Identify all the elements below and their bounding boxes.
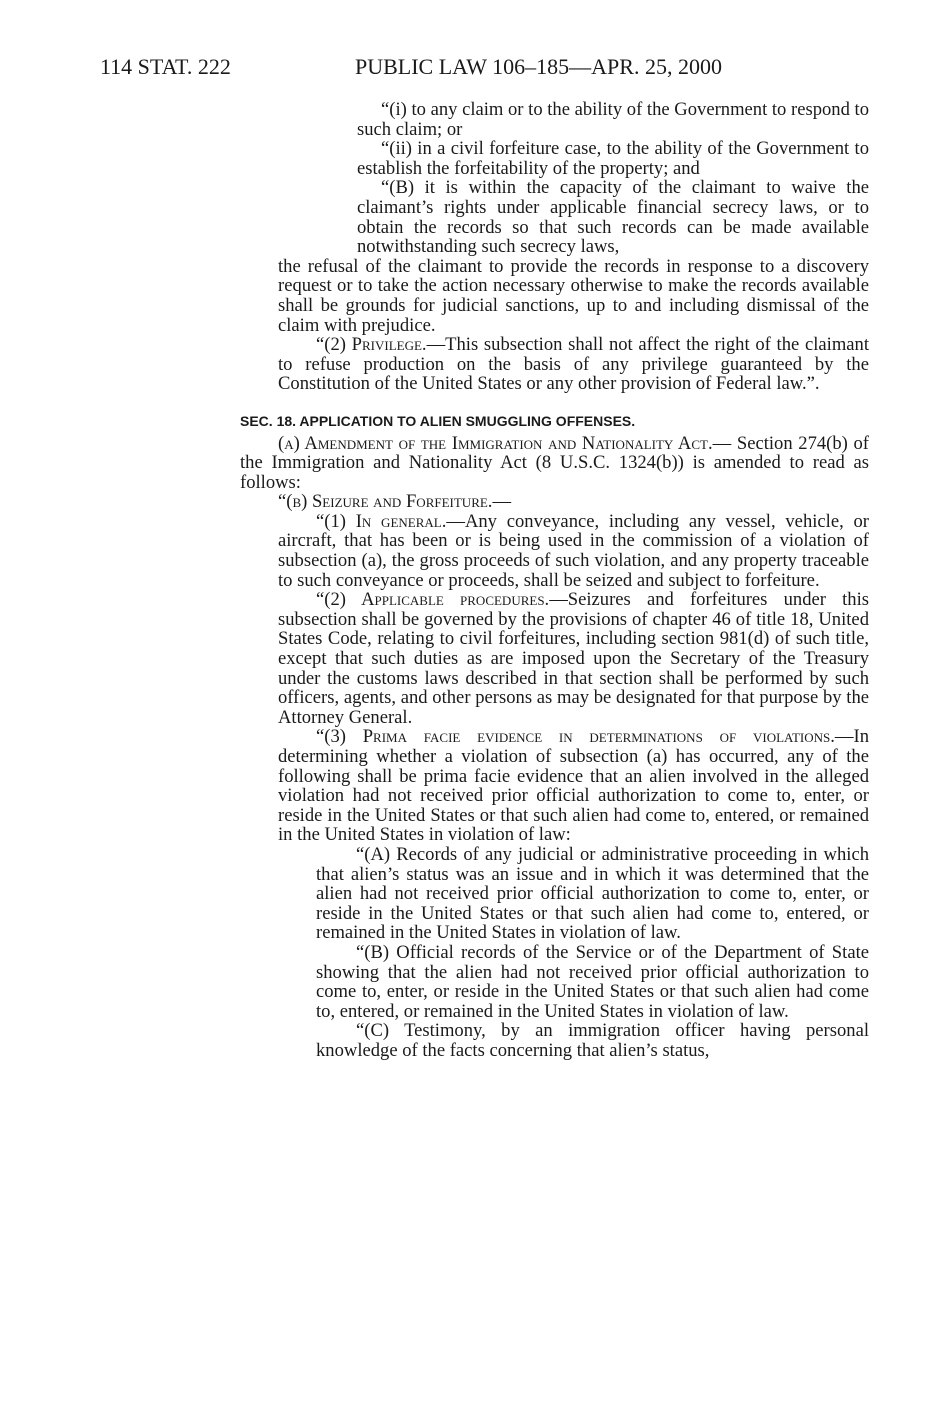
seizure-dash: — (492, 491, 512, 513)
paragraph-i: “(i) to any claim or to the ability of the Government to respond to such claim; or (357, 99, 869, 140)
page-reference: 114 STAT. 222 (100, 54, 231, 79)
amendment-heading: (a) Amendment of the Immigration and Nationality Act. (278, 432, 713, 454)
paragraph-B-records: “(B) Official records of the Service or of the Department of State showing that the alien had not received prior official authorization to come to, enter, or reside in the United States or that such alien had come to, entered, or remained in the United States in violation of law. (316, 941, 869, 1022)
amendment-text: — Section 274(b) of the Immigration and Nationality Act (8 U.S.C. 1324(b)) is amended to read as follows: (240, 432, 869, 493)
privilege-heading: “(2) Privilege. (316, 334, 427, 356)
in-general-text: —Any conveyance, including any vessel, vehicle, or aircraft, that has been or is being used in the commission of a violation of subsection (a), the gross proceeds of such violation, and any property traceable to such conveyance or proceeds, shall be seized and subject to forfeiture. (278, 510, 869, 591)
paragraph-refusal: the refusal of the claimant to provide the records in response to a discovery request or to take the action necessary otherwise to make the records available shall be grounds for judicial sanctions, up to and including dismissal of the claim with prejudice. (278, 255, 869, 336)
section-heading: SEC. 18. APPLICATION TO ALIEN SMUGGLING OFFENSES. (240, 412, 636, 429)
paragraph-procedures (278, 590, 869, 727)
privilege-text: —This subsection shall not affect the right of the claimant to refuse production on the basis of any privilege guaranteed by the Constitution of the United States or any other provision of Federal law.”. (278, 334, 869, 395)
paragraph-seizure (240, 492, 869, 512)
paragraph-A: “(A) Records of any judicial or administrative proceeding in which that alien’s status was an issue and in which it was determined that the alien had not received prior official authorization to come to, enter, or reside in the United States or that such alien had come to, entered, or remained in the United States in violation of law. (316, 843, 869, 944)
paragraph-privilege (278, 335, 869, 394)
procedures-text: —Seizures and forfeitures under this subsection shall be governed by the provisions of chapter 46 of title 18, United States Code, relating to civil forfeitures, including section 981(d) of such title, except that such duties as are imposed upon the Secretary of the Treasury under the customs laws described in that section shall be performed by such officers, agents, and other persons as may be designated for that purpose by the Attorney General. (278, 589, 869, 728)
procedures-heading: “(2) Applicable procedures. (316, 589, 550, 611)
document-body (0, 100, 950, 1061)
paragraph-in-general (278, 512, 869, 590)
paragraph-amendment (240, 434, 869, 493)
prima-facie-heading: “(3) Prima facie evidence in determinations of violations. (316, 726, 835, 748)
law-reference: PUBLIC LAW 106–185—APR. 25, 2000 (355, 54, 722, 79)
paragraph-ii: “(ii) in a civil forfeiture case, to the ability of the Government to establish the forfeitability of the property; and (357, 138, 869, 179)
prima-facie-text: —In determining whether a violation of subsection (a) has occurred, any of the following shall be prima facie evidence that an alien involved in the alleged violation had not received prior official authorization to come to, enter, or reside in the United States or that such alien had come to, entered, or remained in the United States in violation of law: (278, 726, 869, 846)
seizure-heading: “(b) Seizure and Forfeiture. (278, 491, 493, 513)
paragraph-C: “(C) Testimony, by an immigration officer having personal knowledge of the facts concerning that alien’s status, (316, 1020, 869, 1061)
paragraph-prima-facie (278, 727, 869, 845)
in-general-heading: “(1) In general. (316, 510, 447, 532)
paragraph-B: “(B) it is within the capacity of the claimant to waive the claimant’s rights under applicable financial secrecy laws, or to obtain the records so that such records can be made available notwithstanding such secrecy laws, (357, 177, 869, 258)
